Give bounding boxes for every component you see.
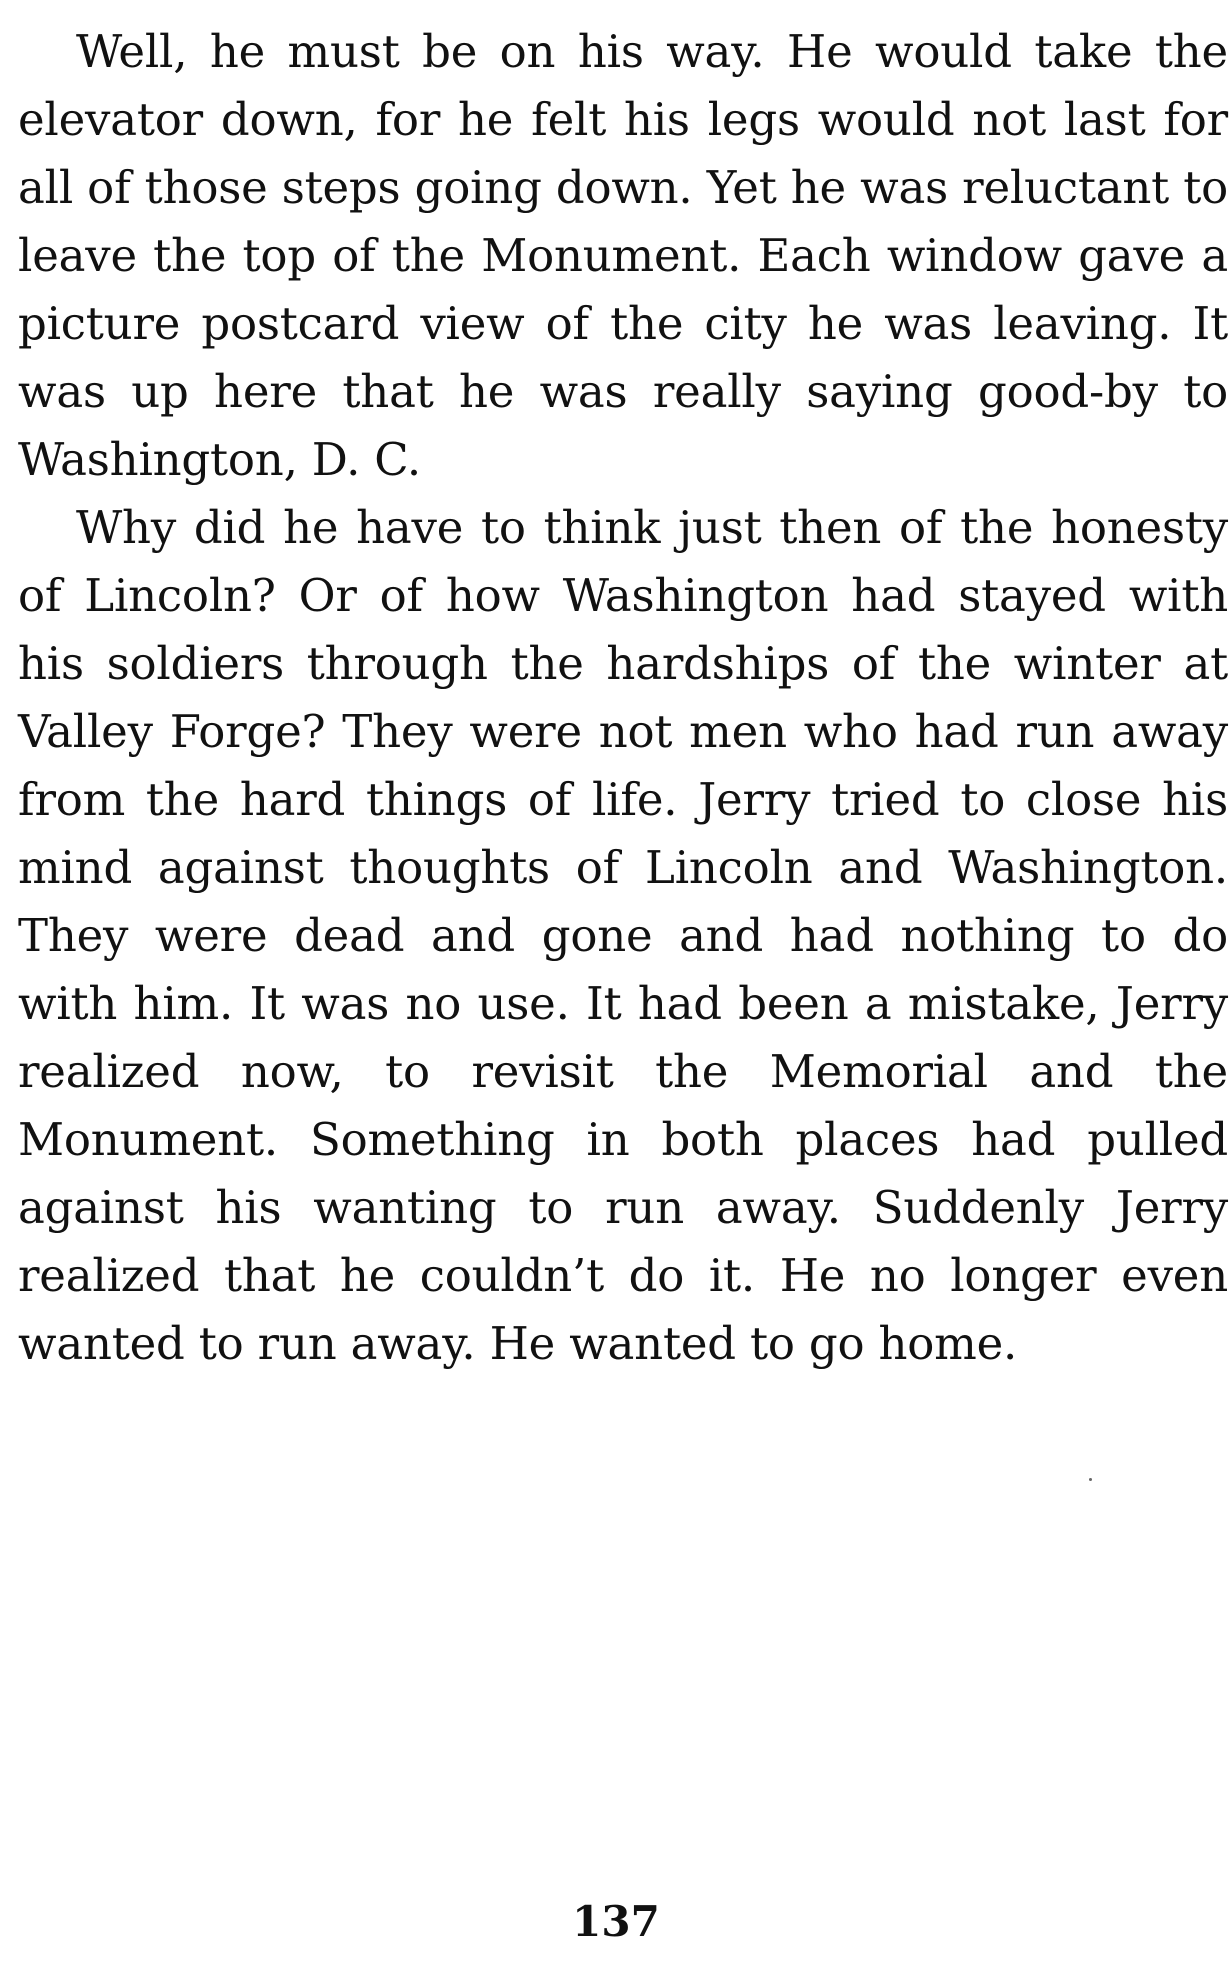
scan-speck: [1089, 1478, 1092, 1481]
body-text: [18, 18, 1228, 1378]
paragraph-2: Why did he have to think just then of the honesty of Lincoln? Or of how Washington had stayed with his soldiers through the hardships of the winter at Valley Forge? They were not men who had run away from the hard things of life. Jerry tried to close his mind against thoughts of Lincoln and Washington. They were dead and gone and had nothing to do with him. It was no use. It had been a mistake, Jerry realized now, to revisit the Memorial and the Monument. Something in both places had pulled against his wanting to run away. Suddenly Jerry realized that he couldn’t do it. He no longer even wanted to run away. He wanted to go home.: [18, 501, 1228, 1370]
paragraph-1: Well, he must be on his way. He would take the elevator down, for he felt his legs would not last for all of those steps going down. Yet he was reluctant to leave the top of the Monument. Each window gave a picture postcard view of the city he was leaving. It was up here that he was really saying good-by to Washington, D. C.: [18, 25, 1228, 486]
page-number: 137: [572, 1897, 660, 1946]
